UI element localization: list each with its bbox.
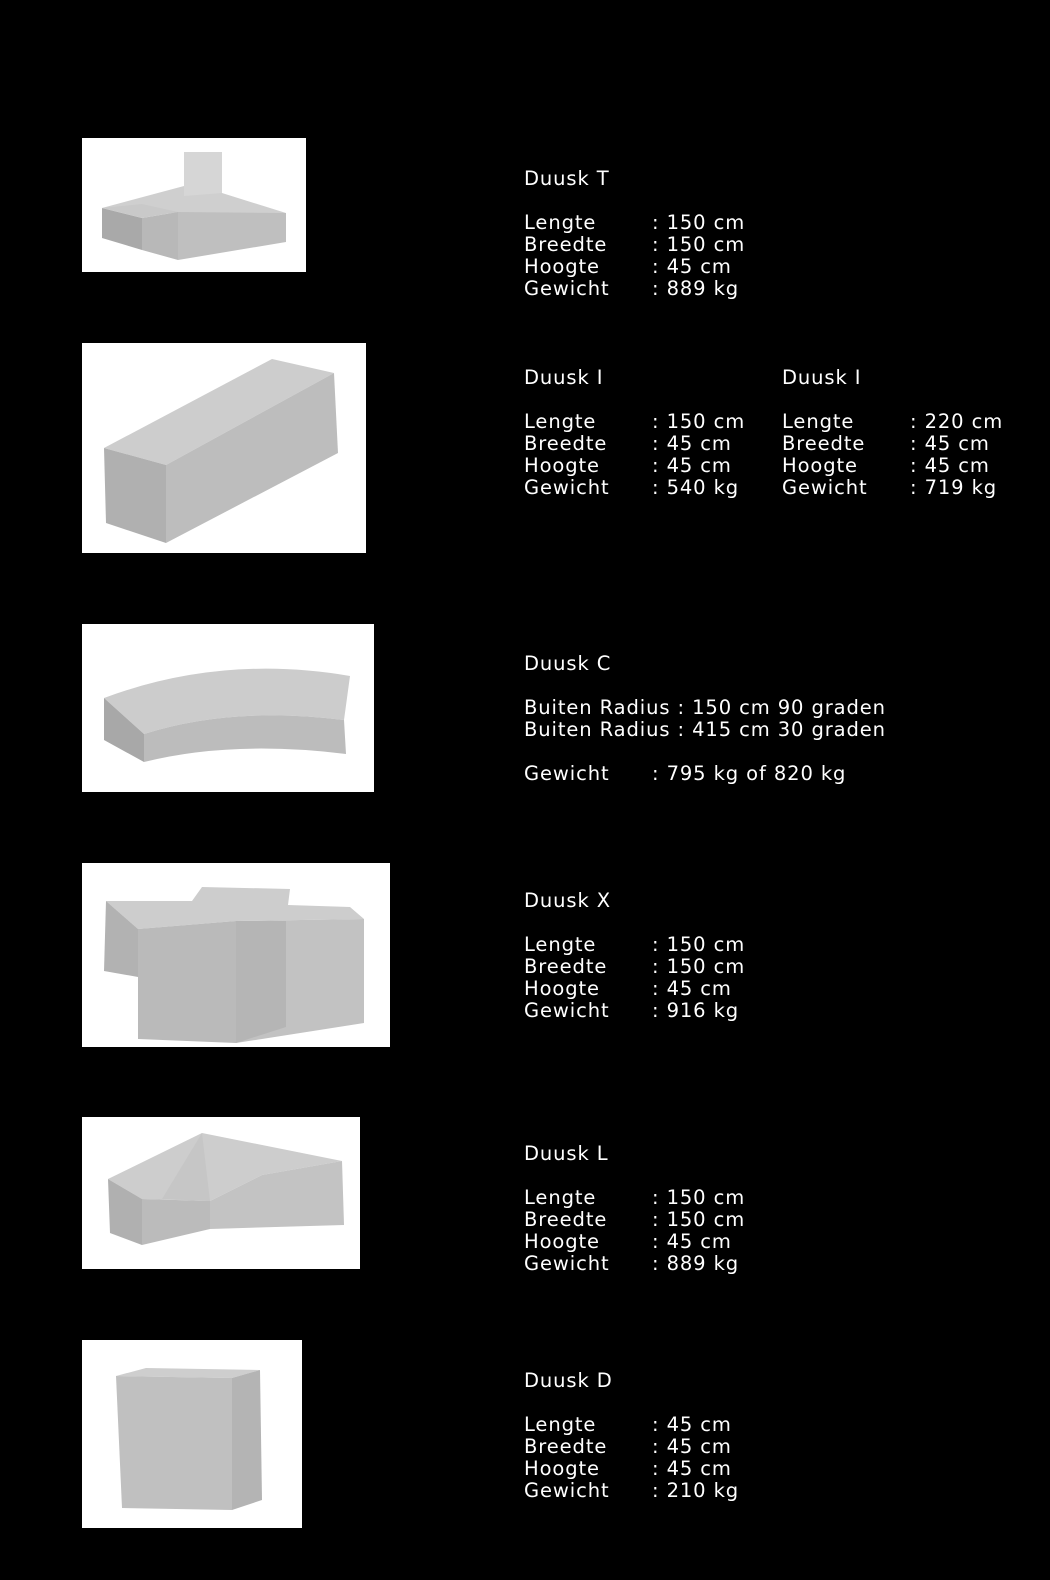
spec-value: : 150 cm bbox=[652, 410, 746, 433]
spec-row bbox=[524, 1480, 739, 1502]
spec-row bbox=[524, 212, 745, 234]
spec-value: : 150 cm bbox=[652, 211, 746, 234]
spec-row bbox=[524, 1436, 739, 1458]
spec-value: : 150 cm bbox=[652, 955, 746, 978]
spec-label: Lengte bbox=[524, 1186, 597, 1209]
product-photo-duusk-l bbox=[82, 1117, 360, 1269]
radius-line: Buiten Radius : 150 cm 90 graden bbox=[524, 696, 886, 719]
spec-value: : 889 kg bbox=[652, 277, 740, 300]
spec-value: : 210 kg bbox=[652, 1479, 740, 1502]
i-shaped-block-icon bbox=[82, 343, 366, 553]
spec-row bbox=[524, 934, 745, 956]
product-photo-duusk-t bbox=[82, 138, 306, 272]
product-photo-duusk-c bbox=[82, 624, 374, 792]
product-title: Duusk C bbox=[524, 652, 612, 675]
spec-label: Hoogte bbox=[524, 1230, 600, 1253]
c-curved-block-icon bbox=[82, 624, 374, 792]
spec-row bbox=[524, 433, 745, 455]
spec-value: : 220 cm bbox=[910, 410, 1004, 433]
spec-row bbox=[524, 1458, 739, 1480]
spec-value: : 45 cm bbox=[652, 454, 732, 477]
spec-label: Hoogte bbox=[524, 255, 600, 278]
spec-label: Hoogte bbox=[782, 454, 858, 477]
spec-label: Hoogte bbox=[524, 1457, 600, 1480]
spec-duusk-i-150 bbox=[524, 367, 745, 499]
spec-row bbox=[524, 455, 745, 477]
spec-value: : 45 cm bbox=[652, 1413, 732, 1436]
spec-label: Lengte bbox=[782, 410, 855, 433]
spec-duusk-d bbox=[524, 1370, 739, 1502]
spec-duusk-t bbox=[524, 168, 745, 300]
spec-label: Breedte bbox=[524, 955, 608, 978]
product-title: Duusk X bbox=[524, 889, 612, 912]
spec-value: : 889 kg bbox=[652, 1252, 740, 1275]
spec-duusk-c bbox=[524, 653, 886, 785]
spec-label: Gewicht bbox=[524, 277, 610, 300]
spec-row bbox=[524, 278, 745, 300]
spec-value: : 45 cm bbox=[652, 1457, 732, 1480]
spec-row bbox=[524, 234, 745, 256]
spec-row bbox=[524, 256, 745, 278]
spec-label: Breedte bbox=[524, 233, 608, 256]
spec-value: : 45 cm bbox=[652, 1435, 732, 1458]
spec-duusk-x bbox=[524, 890, 745, 1022]
spec-label: Gewicht bbox=[782, 476, 868, 499]
spec-label: Breedte bbox=[524, 432, 608, 455]
product-title: Duusk I bbox=[782, 366, 862, 389]
spec-value: : 150 cm bbox=[652, 1208, 746, 1231]
product-photo-duusk-i bbox=[82, 343, 366, 553]
spec-row bbox=[524, 1231, 745, 1253]
spec-row bbox=[524, 1187, 745, 1209]
product-title: Duusk T bbox=[524, 167, 610, 190]
spec-row bbox=[782, 433, 1003, 455]
spec-label: Gewicht bbox=[524, 1252, 610, 1275]
spec-row bbox=[524, 956, 745, 978]
spec-value: : 45 cm bbox=[652, 1230, 732, 1253]
spec-label: Breedte bbox=[782, 432, 866, 455]
spec-value: : 150 cm bbox=[652, 1186, 746, 1209]
product-title: Duusk I bbox=[524, 366, 604, 389]
spec-value: : 45 cm bbox=[652, 977, 732, 1000]
spec-label: Lengte bbox=[524, 933, 597, 956]
spec-value: : 795 kg of 820 kg bbox=[652, 762, 847, 785]
spec-duusk-l bbox=[524, 1143, 745, 1275]
spec-duusk-i-220 bbox=[782, 367, 1003, 499]
spec-value: : 45 cm bbox=[652, 255, 732, 278]
spec-value: : 45 cm bbox=[910, 454, 990, 477]
spec-row bbox=[524, 978, 745, 1000]
d-cube-block-icon bbox=[82, 1340, 302, 1528]
t-shaped-block-icon bbox=[82, 138, 306, 272]
spec-label: Breedte bbox=[524, 1435, 608, 1458]
spec-value: : 150 cm bbox=[652, 933, 746, 956]
spec-row bbox=[524, 1000, 745, 1022]
product-title: Duusk L bbox=[524, 1142, 609, 1165]
spec-row bbox=[524, 477, 745, 499]
spec-value: : 719 kg bbox=[910, 476, 998, 499]
spec-value: : 45 cm bbox=[910, 432, 990, 455]
product-title: Duusk D bbox=[524, 1369, 613, 1392]
spec-row bbox=[524, 1253, 745, 1275]
x-shaped-block-icon bbox=[82, 863, 390, 1047]
spec-value: : 45 cm bbox=[652, 432, 732, 455]
spec-row bbox=[782, 477, 1003, 499]
l-shaped-block-icon bbox=[82, 1117, 360, 1269]
spec-label: Gewicht bbox=[524, 1479, 610, 1502]
spec-row bbox=[782, 411, 1003, 433]
spec-row bbox=[524, 697, 886, 719]
spec-label: Hoogte bbox=[524, 454, 600, 477]
product-photo-duusk-d bbox=[82, 1340, 302, 1528]
spec-label: Gewicht bbox=[524, 762, 610, 785]
spec-label: Gewicht bbox=[524, 476, 610, 499]
spec-label: Lengte bbox=[524, 410, 597, 433]
spec-label: Gewicht bbox=[524, 999, 610, 1022]
spec-label: Lengte bbox=[524, 211, 597, 234]
spec-label: Hoogte bbox=[524, 977, 600, 1000]
spec-row bbox=[782, 455, 1003, 477]
spec-value: : 916 kg bbox=[652, 999, 740, 1022]
spec-label: Lengte bbox=[524, 1413, 597, 1436]
spec-row bbox=[524, 763, 886, 785]
spec-value: : 540 kg bbox=[652, 476, 740, 499]
spec-value: : 150 cm bbox=[652, 233, 746, 256]
spec-row bbox=[524, 1209, 745, 1231]
spec-label: Breedte bbox=[524, 1208, 608, 1231]
spec-row bbox=[524, 719, 886, 741]
product-photo-duusk-x bbox=[82, 863, 390, 1047]
radius-line: Buiten Radius : 415 cm 30 graden bbox=[524, 718, 886, 741]
spec-row bbox=[524, 411, 745, 433]
spec-row bbox=[524, 1414, 739, 1436]
